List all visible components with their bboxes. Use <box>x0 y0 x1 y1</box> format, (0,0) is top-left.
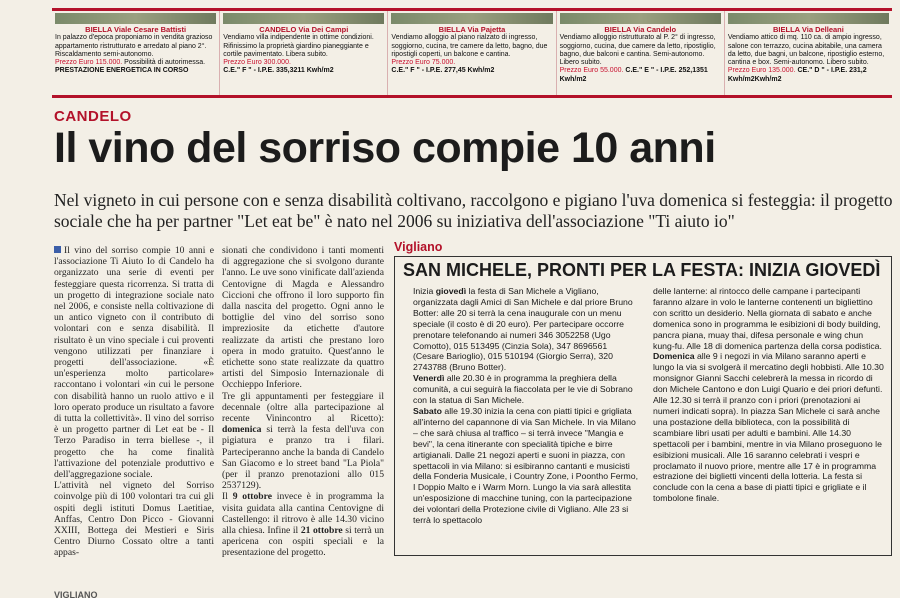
article-column-2 <box>222 245 384 559</box>
next-section-label-cut: VIGLIANO <box>54 590 98 598</box>
ad-energy-class: C.E." E " - I.P.E. 252,1351 Kwh/m2 <box>559 67 708 83</box>
ad-text: Vendiamo attico di mq. 110 ca. di ampio ingresso, salone con terrazzo, cucina abitabile, una camera da letto, due bagni, un balcone, ripostiglio esterno, cantina e box. Semi-autonomo. Libero subito. <box>727 34 885 67</box>
real-estate-ad-strip <box>52 8 892 98</box>
box-column-2 <box>653 286 885 504</box>
ad-photo <box>391 13 552 24</box>
ad-price: Prezzo Euro 135.000. <box>727 67 796 75</box>
ad-price: Prezzo Euro 300.000. <box>223 59 291 67</box>
box-paragraph: Domenica alle 9 i negozi in via Milano saranno aperti e lungo la via si svolgerà il mercatino degli hobbisti. Alle 10.30 monsignor Gianni Sacchi celebrerà la messa in ricordo di don Michele Cantono e don Luigi Quario e dei priori defunti. Alle 12.30 si terrà il pranzo con i priori (prenotazioni ai numeri indicati sopra). In piazza San Michele ci sarà anche una postazione della biblioteca, con la possibilità di scambiare libri usati per adulti e bambini. Alle 14.30 spettacoli per i bambini, mentre in via Milano proseguono le esibizioni musicali. Alle 16 saranno celebrati i vespri e proclamato il nuovo priore, mentre alle 17 è in programma estrazione dei biglietti vincenti della lotteria. La festa si conclude con la cena a base di piatti tipici e grigliate e il tombolone finale. <box>653 351 884 504</box>
section-label: CANDELO <box>54 108 132 125</box>
box-section-label: Vigliano <box>394 240 443 254</box>
ad-photo <box>728 13 889 24</box>
box-paragraph: delle lanterne: al rintocco delle campane i partecipanti faranno alzare in volo le lanterne contenenti un bigliettino con scritto un desiderio. Nella giornata di sabato e anche domenica sono in programma le esibizioni di body building, pancra piana, muay thai, difesa personale e wing chun kung-fu. Alle 18 di domenica partenza della corsa podistica. <box>653 286 882 351</box>
box-paragraph: Inizia giovedì la festa di San Michele a Vigliano, organizzata dagli Amici di San Michele e dal priore Bruno Botter: alle 20 si terrà la cena inaugurale con un menu speciale (il costo è di 20 euro). Per partecipare occorre prenotare telefonando ai numeri 346 3052258 (Ugo Comotto), 015 513495 (Cinzia Sola), 347 8696561 (Cesare Barioglio), 015 510194 (Giorgio Serra), 320 2743788 (Bruno Botter). <box>413 286 633 373</box>
article-column-1 <box>54 245 214 559</box>
ad-title: BIELLA Viale Cesare Battisti <box>85 25 187 34</box>
ad-photo <box>560 13 721 24</box>
article-headline: Il vino del sorriso compie 10 anni <box>54 124 716 172</box>
article-paragraph: sionati che condividono i tanti momenti di aggregazione che si svolgono durante l'anno. Le uve sono vinificate dall'azienda Centovigne di Magda e Alessandro Ciccioni che offrono il loro supporto fin dalla nascita del progetto. Ogni anno le bottiglie del vino del sorriso sono impreziosite da etichette d'autore realizzate da artisti che prestano loro opera in modo gratuito. Quest'anno le etichette sono state realizzate da quattro artisti del Simposio Internazionale di Occhieppo Inferiore. <box>222 245 384 391</box>
ad-title: BIELLA Via Pajetta <box>438 25 506 34</box>
ad-card <box>725 11 892 95</box>
ad-price: Prezzo Euro 115.000. <box>55 59 123 67</box>
article-subhead: Nel vigneto in cui persone con e senza disabilità coltivano, raccolgono e pigiano l'uva domenica si festeggia: il progetto sociale che ha per partner "Let eat be" è nato nel 2006 su iniziativa dell'associazione "Ti aiuto io" <box>54 190 893 231</box>
ad-photo <box>55 13 216 24</box>
ad-card <box>52 11 220 95</box>
box-title: SAN MICHELE, PRONTI PER LA FESTA: INIZIA GIOVEDÌ <box>403 260 881 280</box>
ad-title: BIELLA Via Delleani <box>772 25 844 34</box>
box-paragraph: Venerdì alle 20.30 è in programma la preghiera della comunità, a cui seguirà la fiaccolata per le vie di Sobrano con la statua di San Michele. <box>413 373 633 406</box>
ad-title: CANDELO Via Dei Campi <box>259 25 349 34</box>
bullet-square-icon <box>54 246 61 253</box>
ad-price-note: Possibilità di autorimessa. <box>122 59 206 67</box>
article-paragraph: Il 9 ottobre invece è in programma la visita guidata alla cantina Centovigne di Castellengo: il ritrovo è alle 14.30 vicino alla chiesa. Infine il 21 ottobre si terrà un apericena con ospiti speciali e la presentazione del progetto. <box>222 491 384 559</box>
ad-price: Prezzo Euro 55.000. <box>559 67 624 75</box>
ad-energy-class: CE." D " - I.P.E. 231,2 Kwh/m2Kwh/m2 <box>727 67 867 83</box>
article-paragraph: Il vino del sorriso compie 10 anni e l'associazione Ti Aiuto Io di Candelo ha organizzato una serie di eventi per festeggiare questa ricorrenza. Si tratta di un progetto di integrazione sociale nato nel 2006, e consiste nella coltivazione di un antico vigneto con il contributo di volontari con e senza disabilità. Il risultato è un vino speciale i cui proventi vengono utilizzati per finanziare i progetti dell'associazione. «È un'esperienza molto particolare» raccontano i volontari «in cui le persone con disabilità hanno un ruolo attivo e il loro operato produce un risultato a favore di tutta la collettività». Il vino del sorriso è un progetto partner di Let eat be - Il Terzo Paradiso in terra biellese -, il progetto che ha come finalità l'attivazione del potenziale produttivo e dell'aggregazione sociale. <box>54 245 214 481</box>
ad-energy-class: C.E." F " - I.P.E. 277,45 Kwh/m2 <box>391 67 495 75</box>
ad-card <box>220 11 388 95</box>
ad-energy-class: C.E." F " - I.P.E. 335,3211 Kwh/m2 <box>223 67 334 75</box>
ad-text: Vendiamo alloggio al piano rialzato di ingresso, soggiorno, cucina, tre camere da letto, bagno, due ripostigli coperti, un balcone e cantina. <box>391 34 548 58</box>
box-column-1 <box>413 286 639 526</box>
ad-text: In palazzo d'epoca proponiamo in vendita grazioso appartamento ristrutturato e arredato al piano 2°. Riscaldamento semi-autonomo. <box>55 34 213 58</box>
ad-text: Vendiamo villa indipendente in ottime condizioni. Rifinissimo la proprietà giardino pianeggiante e cortile pavimentato. Libera subito. <box>223 34 374 58</box>
ad-title: BIELLA Via Candelo <box>604 25 677 34</box>
ad-card <box>557 11 725 95</box>
article-paragraph: Tre gli appuntamenti per festeggiare il decennale (oltre alla partecipazione al recente Vinincontro al Ricetto): domenica si terrà la festa dell'uva con pigiatura e pranzo tra i filari. Parteciperanno anche la banda di Candelo San Giacomo e lo street band "La Piola" (per il pranzo prenotazioni allo 015 2537129). <box>222 390 384 492</box>
ad-text: Vendiamo alloggio ristrutturato al P. 2° di ingresso, soggiorno, cucina, due camere da letto, ripostiglio, bagno, due balconi e cantina. Semi-autonomo. Libero subito. <box>559 34 716 67</box>
article-paragraph: L'attività nel vigneto del Sorriso coinvolge più di 100 volontari tra cui gli ospiti degli istituti Domus Laetitiae, Anffas, Centro Don Picco - Giovanni XXIII, Bottega dei Mestieri e Siris Centro Diurno Cossato oltre a tanti appas- <box>54 480 214 559</box>
ad-price: Prezzo Euro 75.000. <box>391 59 456 67</box>
ad-energy-class: PRESTAZIONE ENERGETICA IN CORSO <box>55 67 189 75</box>
ad-card <box>388 11 556 95</box>
ad-photo <box>223 13 384 24</box>
box-paragraph: Sabato alle 19.30 inizia la cena con piatti tipici e grigliata all'interno del capannone di via San Michele. In via Milano – che sarà chiusa al traffico – si terrà invece "Mangia e bevi", la cena itinerante con specialità tipiche e birre artigianali. Dalle 21 negozi aperti e suoni in piazza, con spettacoli in via Milano: si esibiranno cantanti e musicisti della Fonderia Musicale, i Country Zone, i Poontho Fermo, I Doppio Malto e i Warm Morn. Lungo la via sarà allestita un'esposizione di macchine tuning, con la partecipazione dei volontari della Protezione civile di Vigliano. Alle 23 si terrà lo spettacolo <box>413 405 639 526</box>
sidebar-article-box <box>394 256 892 556</box>
